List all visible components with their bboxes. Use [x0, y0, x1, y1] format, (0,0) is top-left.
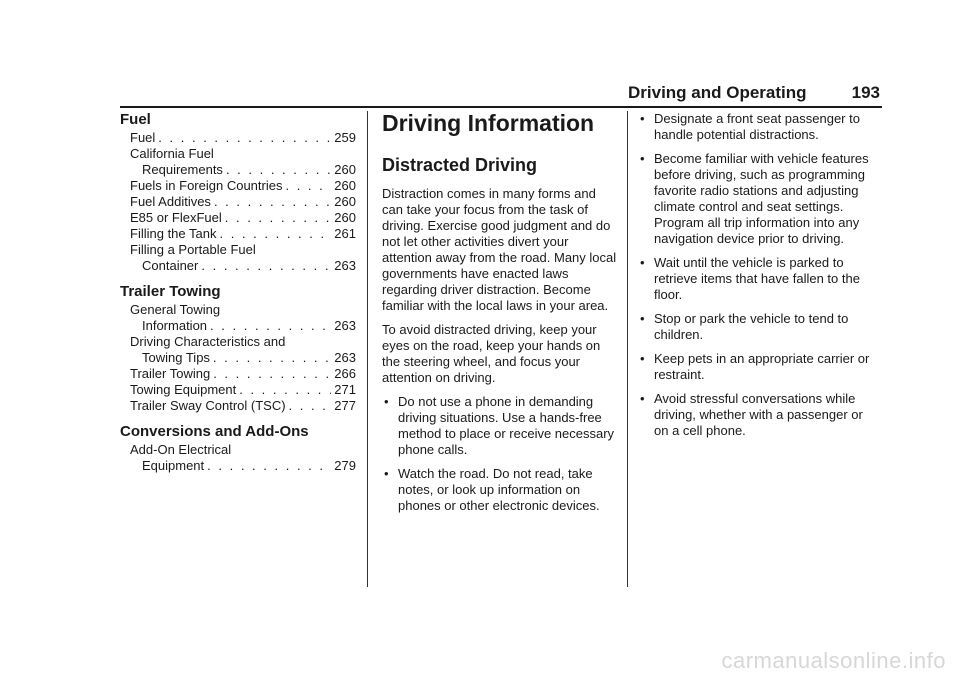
bullet-icon: •	[640, 391, 645, 406]
toc-entry[interactable]	[120, 334, 356, 366]
toc-leader-dots	[210, 318, 331, 334]
list-item	[638, 151, 878, 247]
toc-entry-label: Container	[142, 258, 199, 273]
table-of-contents	[120, 111, 356, 483]
bullet-icon: •	[384, 466, 389, 481]
list-item-text: Stop or park the vehicle to tend to children.	[654, 311, 849, 342]
toc-leader-dots	[158, 130, 331, 146]
page-number: 193	[851, 83, 880, 102]
column-divider	[367, 111, 368, 587]
toc-entry-label: Fuels in Foreign Countries	[130, 178, 283, 193]
toc-leader-dots	[213, 350, 331, 366]
list-item-text: Do not use a phone in demanding driving situations. Use a hands-free method to place or receive necessary phone calls.	[398, 394, 615, 457]
bullet-icon: •	[640, 311, 645, 326]
toc-entry-label: Requirements	[142, 162, 223, 177]
list-item	[638, 311, 878, 343]
toc-entry-label: Add-On Electrical	[130, 442, 232, 457]
toc-leader-dots	[239, 382, 331, 398]
toc-entry[interactable]	[120, 194, 356, 210]
toc-leader-dots	[285, 178, 331, 194]
list-item	[638, 111, 878, 143]
toc-entry[interactable]	[120, 366, 356, 382]
toc-entry-label: General Towing	[130, 302, 221, 317]
toc-entry-label: Information	[142, 318, 208, 333]
subsection-title: Distracted Driving	[382, 155, 538, 175]
toc-heading: Conversions and Add-Ons	[120, 423, 309, 440]
toc-leader-dots	[201, 258, 331, 274]
toc-section	[120, 283, 356, 414]
list-item-text: Become familiar with vehicle features before driving, such as programming favorite radio stations and adjusting climate control and seat settings. Program all trip information into any navigation device prior to driving.	[654, 151, 869, 246]
header-title: Driving and Operating	[628, 83, 807, 102]
toc-page-number: 263	[334, 350, 356, 365]
section-title: Driving Information	[382, 110, 595, 136]
list-item-text: Avoid stressful conversations while driving, whether with a passenger or on a cell phone.	[654, 391, 863, 438]
bullet-list	[382, 394, 618, 514]
toc-section	[120, 423, 356, 474]
toc-entry-label: Fuel	[130, 130, 156, 145]
toc-page-number: 260	[334, 194, 356, 209]
toc-entry[interactable]	[120, 242, 356, 274]
intro-paragraph: Distraction comes in many forms and can take your focus from the task of driving. Exercise good judgment and do not let other activities divert your attention away from the road. Many local governments have enacted laws regarding driver distraction. Become familiar with the local laws in your area.	[382, 186, 617, 313]
toc-entry-label: Equipment	[142, 458, 205, 473]
bullet-icon: •	[640, 111, 645, 126]
toc-entry-label: California Fuel	[130, 146, 214, 161]
toc-entry-label: E85 or FlexFuel	[130, 210, 222, 225]
toc-entry-label: Towing Equipment	[130, 382, 237, 397]
toc-entry-label: Driving Characteristics and	[130, 334, 286, 349]
toc-page-number: 260	[334, 210, 356, 225]
toc-entry[interactable]	[120, 146, 356, 178]
advice-paragraph: To avoid distracted driving, keep your eyes on the road, keep your hands on the steering wheel, and focus your attention on driving.	[382, 322, 601, 385]
list-item	[638, 351, 878, 383]
list-item-text: Watch the road. Do not read, take notes, or look up information on phones or other electronic devices.	[398, 466, 600, 513]
toc-entry-label: Trailer Towing	[130, 366, 211, 381]
toc-leader-dots	[226, 162, 331, 178]
list-item	[638, 391, 878, 439]
toc-entry[interactable]	[120, 178, 356, 194]
toc-entry-label: Fuel Additives	[130, 194, 211, 209]
toc-page-number: 279	[334, 458, 356, 473]
toc-section	[120, 111, 356, 274]
toc-page-number: 271	[334, 382, 356, 397]
toc-page-number: 263	[334, 258, 356, 273]
toc-entry[interactable]	[120, 226, 356, 242]
toc-leader-dots	[207, 458, 331, 474]
list-item-text: Keep pets in an appropriate carrier or restraint.	[654, 351, 870, 382]
toc-page-number: 261	[334, 226, 356, 241]
toc-entry[interactable]	[120, 302, 356, 334]
toc-entry[interactable]	[120, 442, 356, 474]
bullet-icon: •	[384, 394, 389, 409]
toc-entry-label: Trailer Sway Control (TSC)	[130, 398, 286, 413]
toc-page-number: 260	[334, 162, 356, 177]
watermark: carmanualsonline.info	[721, 648, 946, 673]
toc-page-number: 259	[334, 130, 356, 145]
toc-leader-dots	[289, 398, 332, 414]
toc-entry-label: Towing Tips	[142, 350, 210, 365]
column-divider	[627, 111, 628, 587]
toc-entry[interactable]	[120, 398, 356, 414]
list-item-text: Designate a front seat passenger to handle potential distractions.	[654, 111, 860, 142]
toc-page-number: 277	[334, 398, 356, 413]
toc-heading: Fuel	[120, 111, 151, 128]
toc-entry-label: Filling a Portable Fuel	[130, 242, 256, 257]
page-header	[628, 83, 880, 105]
toc-leader-dots	[213, 366, 331, 382]
toc-leader-dots	[219, 226, 331, 242]
list-item	[638, 255, 878, 303]
toc-page-number: 263	[334, 318, 356, 333]
toc-leader-dots	[225, 210, 332, 226]
list-item	[382, 466, 618, 514]
toc-page-number: 266	[334, 366, 356, 381]
bullet-icon: •	[640, 255, 645, 270]
toc-page-number: 260	[334, 178, 356, 193]
toc-entry[interactable]	[120, 130, 356, 146]
toc-heading: Trailer Towing	[120, 283, 221, 300]
toc-leader-dots	[214, 194, 331, 210]
list-item	[382, 394, 618, 458]
main-column	[382, 108, 618, 522]
list-item-text: Wait until the vehicle is parked to retrieve items that have fallen to the floor.	[654, 255, 860, 302]
toc-entry[interactable]	[120, 210, 356, 226]
bullet-icon: •	[640, 351, 645, 366]
toc-entry-label: Filling the Tank	[130, 226, 217, 241]
bullet-list	[638, 111, 878, 447]
bullet-icon: •	[640, 151, 645, 166]
toc-entry[interactable]	[120, 382, 356, 398]
